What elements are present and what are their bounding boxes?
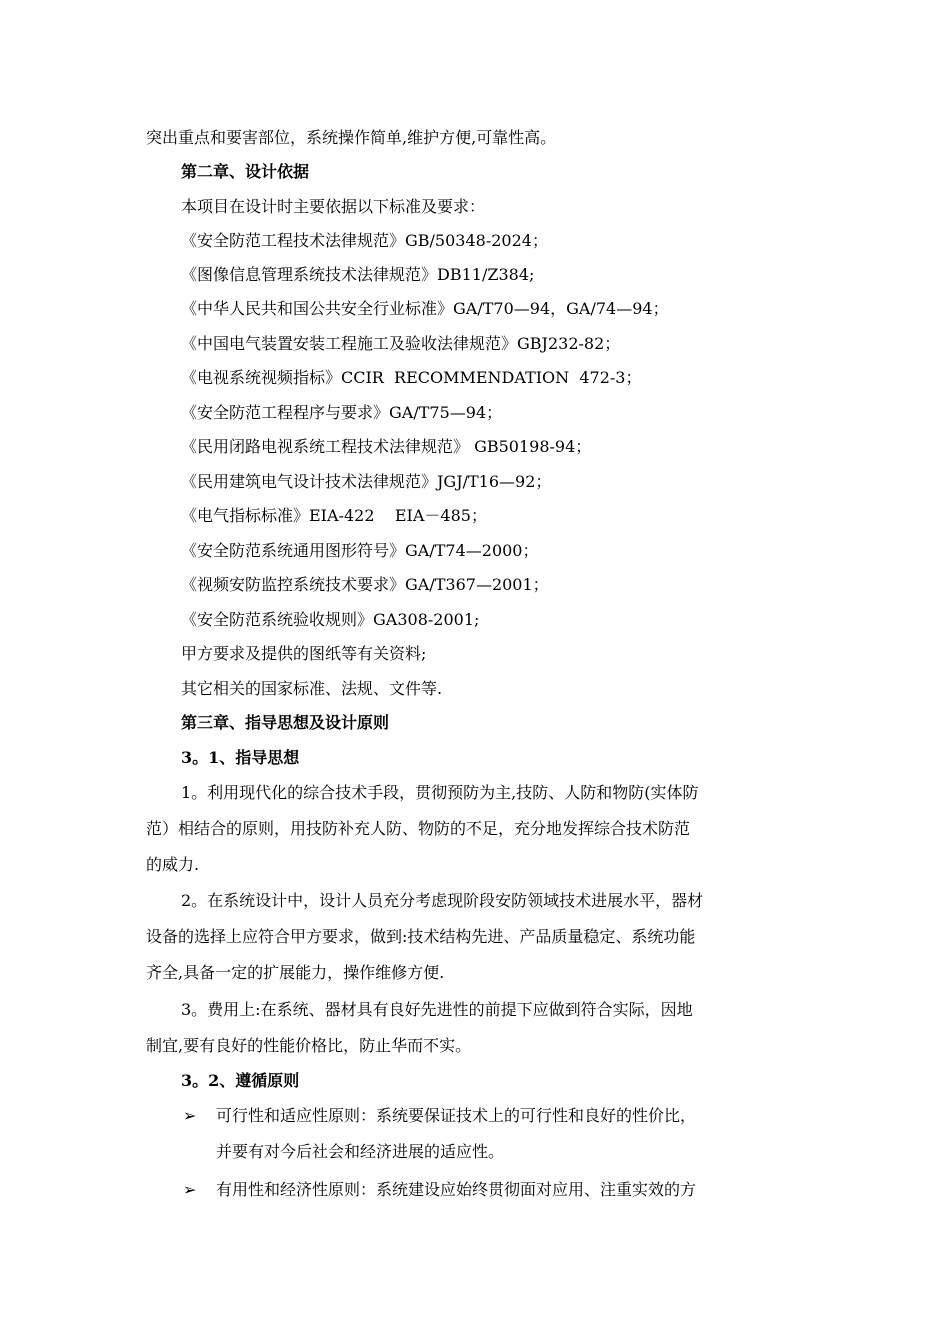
standard-item: 《安全防范系统通用图形符号》GA/T74—2000； (181, 541, 539, 560)
bullet-arrow-icon: ➢ (183, 1180, 197, 1199)
bullet-text: 有用性和经济性原则：系统建设应始终贯彻面对应用、注重实效的方 (216, 1180, 697, 1199)
standard-item: 甲方要求及提供的图纸等有关资料; (181, 644, 427, 663)
standard-item: 《图像信息管理系统技术法律规范》DB11/Z384; (181, 265, 535, 284)
standard-item: 其它相关的国家标准、法规、文件等. (181, 679, 443, 698)
paragraph-line: 齐全,具备一定的扩展能力，操作维修方便. (146, 963, 445, 982)
paragraph-line: 设备的选择上应符合甲方要求，做到:技术结构先进、产品质量稳定、系统功能 (146, 927, 696, 946)
standard-item: 《民用闭路电视系统工程技术法律规范》 GB50198-94； (181, 437, 592, 456)
chapter3-title: 第三章、指导思想及设计原则 (181, 713, 390, 732)
paragraph-line: 制宜,要有良好的性能价格比，防止华而不实。 (146, 1036, 472, 1055)
standard-item: 《中国电气装置安装工程施工及验收法律规范》GBJ232-82； (181, 334, 621, 353)
standard-item: 《安全防范工程技术法律规范》GB/50348-2024； (181, 231, 548, 250)
bullet-text: 并要有对今后社会和经济进展的适应性。 (216, 1142, 505, 1161)
paragraph-line: 范）相结合的原则，用技防补充人防、物防的不足，充分地发挥综合技术防范 (146, 819, 691, 838)
paragraph-line: 的威力. (146, 855, 200, 874)
paragraph-line: 2。在系统设计中，设计人员充分考虑现阶段安防领域技术进展水平，器材 (181, 891, 704, 910)
standard-item: 《安全防范工程程序与要求》GA/T75—94； (181, 403, 503, 422)
standard-item: 《电视系统视频指标》CCIR RECOMMENDATION 472-3； (181, 368, 642, 387)
intro-tail: 突出重点和要害部位，系统操作简单,维护方便,可靠性高。 (146, 128, 557, 147)
standard-item: 《中华人民共和国公共安全行业标准》GA/T70—94，GA/74—94； (181, 299, 669, 318)
bullet-arrow-icon: ➢ (183, 1106, 197, 1125)
standard-item: 《民用建筑电气设计技术法律规范》JGJ/T16—92； (181, 472, 552, 491)
section-3-1-title: 3。1、指导思想 (181, 748, 300, 767)
paragraph-line: 3。费用上:在系统、器材具有良好先进性的前提下应做到符合实际，因地 (181, 1000, 693, 1019)
chapter2-title: 第二章、设计依据 (181, 162, 310, 181)
standard-item: 《视频安防监控系统技术要求》GA/T367—2001； (181, 575, 549, 594)
standard-item: 《安全防范系统验收规则》GA308-2001; (181, 610, 480, 629)
chapter2-lead: 本项目在设计时主要依据以下标准及要求： (181, 197, 486, 216)
bullet-text: 可行性和适应性原则：系统要保证技术上的可行性和良好的性价比， (216, 1106, 697, 1125)
section-3-2-title: 3。2、遵循原则 (181, 1071, 300, 1090)
paragraph-line: 1。利用现代化的综合技术手段，贯彻预防为主,技防、人防和物防(实体防 (181, 783, 699, 802)
standard-item: 《电气指标标准》EIA-422 EIA－485； (181, 506, 487, 525)
